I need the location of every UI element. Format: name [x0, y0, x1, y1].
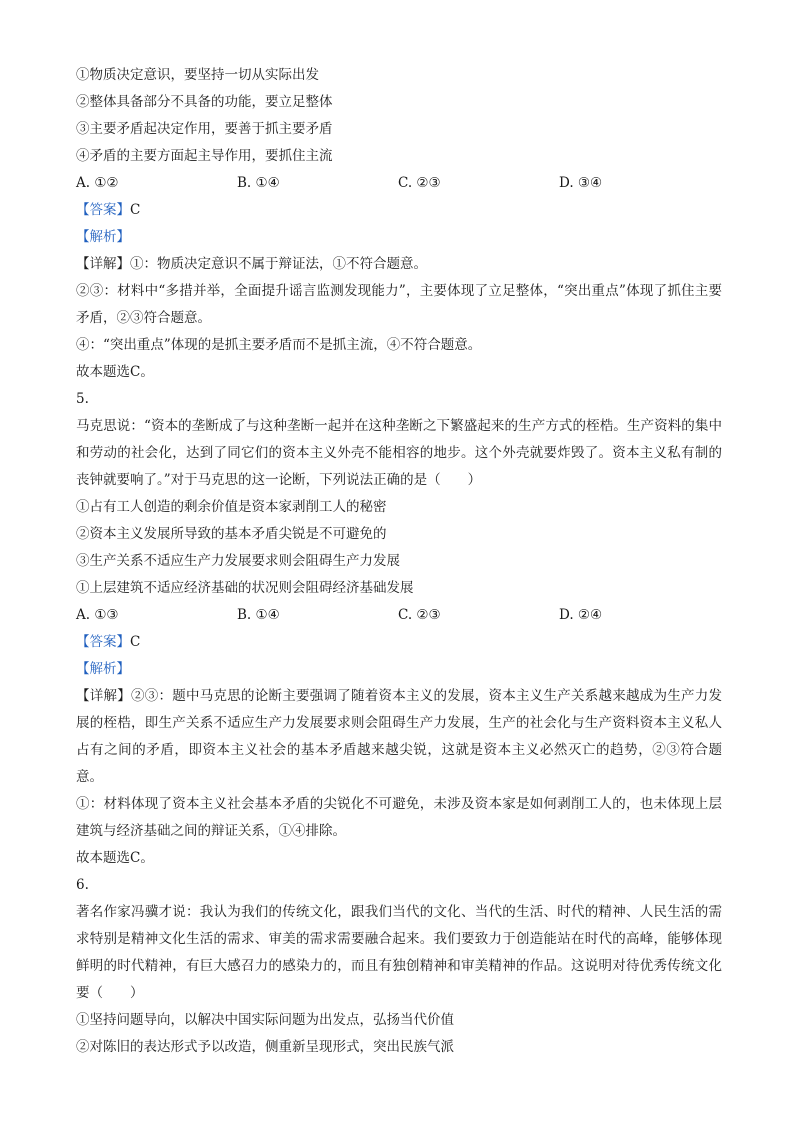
- q5-choices: [76, 602, 722, 629]
- answer-tag: 【答案】: [76, 634, 130, 650]
- q5-choice-d: D. ②④: [559, 607, 603, 623]
- q6-option-line: ②对陈旧的表达形式予以改造，侧重新呈现形式，突出民族气派: [76, 1039, 454, 1055]
- document-page: [76, 62, 722, 1061]
- answer-value: C: [130, 202, 141, 218]
- detail-text: ②③：题中马克思的论断主要强调了随着资本主义的发展，资本主义生产关系越来越成为生产力发展的桎梏，即生产关系不适应生产力发展要求则会阻碍生产力发展，生产的社会化与生产资料资本主义私人占有之间的矛盾，即资本主义社会的基本矛盾越来越尖锐，这就是资本主义必然灭亡的趋势，②③符合题意。: [76, 688, 722, 785]
- q4-choice-c: C. ②③: [398, 175, 441, 191]
- q5-options: [76, 494, 722, 602]
- q5-stem: 马克思说：“资本的垄断成了与这种垄断一起并在这种垄断之下繁盛起来的生产方式的桎梏。生产资料的集中和劳动的社会化，达到了同它们的资本主义外壳不能相容的地步。这个外壳就要炸毁了。资本主义私有制的丧钟就要响了。”对于马克思的这一论断，下列说法正确的是（ ）: [76, 418, 722, 488]
- q5-choice-b: B. ①④: [237, 607, 280, 623]
- q4-detail: ②③：材料中“多措并举，全面提升谣言监测发现能力”，主要体现了立足整体，“突出重点”体现了抓住主要矛盾，②③符合题意。: [76, 283, 722, 326]
- answer-value: C: [130, 634, 141, 650]
- detail-tag: 【详解】: [76, 688, 131, 704]
- q4-choices: [76, 170, 722, 197]
- q4-answer: [76, 197, 722, 224]
- q5-number: 5.: [76, 391, 89, 407]
- q6-options: [76, 1007, 722, 1061]
- q4-conclusion: 故本题选C。: [76, 364, 154, 380]
- analysis-tag: 【解析】: [76, 229, 130, 245]
- answer-tag: 【答案】: [76, 202, 130, 218]
- q4-choice-a: A. ①②: [76, 175, 119, 191]
- q5-option-line: ①上层建筑不适应经济基础的状况则会阻碍经济基础发展: [76, 580, 414, 596]
- detail-text: ①：物质决定意识不属于辩证法，①不符合题意。: [130, 256, 427, 272]
- q5-detail: ①：材料体现了资本主义社会基本矛盾的尖锐化不可避免，未涉及资本家是如何剥削工人的，也未体现上层建筑与经济基础之间的辩证关系，①④排除。: [76, 796, 722, 839]
- q4-option-line: ③主要矛盾起决定作用，要善于抓主要矛盾: [76, 121, 333, 137]
- q5-detail: [76, 683, 722, 791]
- q5-choice-c: C. ②③: [398, 607, 441, 623]
- q4-choice-b: B. ①④: [237, 175, 280, 191]
- q4-choice-d: D. ③④: [559, 175, 603, 191]
- q5-option-line: ②资本主义发展所导致的基本矛盾尖锐是不可避免的: [76, 526, 387, 542]
- q4-detail: ④：“突出重点”体现的是抓主要矛盾而不是抓主流，④不符合题意。: [76, 337, 482, 353]
- q4-detail: [76, 251, 722, 278]
- q5-answer: [76, 629, 722, 656]
- analysis-tag: 【解析】: [76, 661, 130, 677]
- q5-option-line: ①占有工人创造的剩余价值是资本家剥削工人的秘密: [76, 499, 387, 515]
- q5-choice-a: A. ①③: [76, 607, 119, 623]
- q4-options: [76, 62, 722, 170]
- q6-option-line: ①坚持问题导向，以解决中国实际问题为出发点，弘扬当代价值: [76, 1012, 454, 1028]
- q5-conclusion: 故本题选C。: [76, 850, 154, 866]
- q4-option-line: ②整体具备部分不具备的功能，要立足整体: [76, 94, 333, 110]
- q4-option-line: ①物质决定意识，要坚持一切从实际出发: [76, 67, 319, 83]
- q4-option-line: ④矛盾的主要方面起主导作用，要抓住主流: [76, 148, 333, 164]
- q4-analysis: [76, 224, 722, 251]
- q6-stem: 著名作家冯骥才说：我认为我们的传统文化，跟我们当代的文化、当代的生活、时代的精神、人民生活的需求特别是精神文化生活的需求、审美的需求需要融合起来。我们要致力于创造能站在时代的高峰，能够体现鲜明的时代精神，有巨大感召力的感染力的，而且有独创精神和审美精神的作品。这说明对待优秀传统文化要（ ）: [76, 904, 722, 1001]
- q5-analysis: [76, 656, 722, 683]
- q5-option-line: ③生产关系不适应生产力发展要求则会阻碍生产力发展: [76, 553, 400, 569]
- detail-tag: 【详解】: [76, 256, 130, 272]
- q6-number: 6.: [76, 877, 89, 893]
